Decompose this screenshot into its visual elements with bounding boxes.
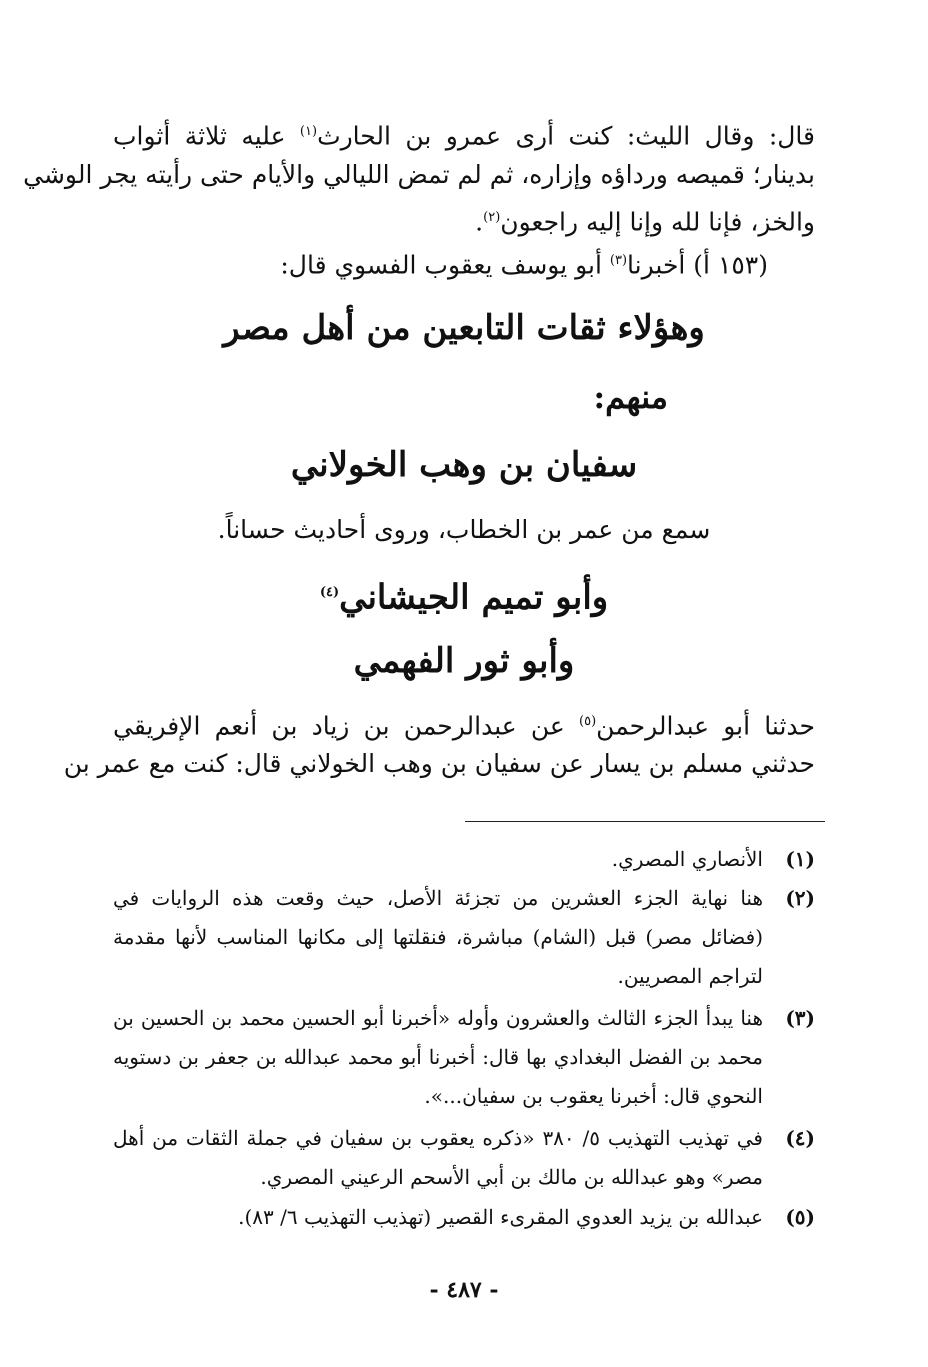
body-line-1-start: حدثنا أبو عبدالرحمن (596, 711, 815, 741)
narrator-name-3: وأبو ثور الفهمي (353, 641, 575, 681)
section-heading: وهؤلاء ثقات التابعين من أهل مصر (223, 308, 705, 348)
footnote-3-line-1: هنا يبدأ الجزء الثالث والعشرون وأوله «أخبرنا أبو الحسين محمد بن الحسين بن (113, 1006, 763, 1030)
narrator-name-1: سفيان بن وهب الخولاني (290, 445, 638, 485)
footnote-4-line-1: في تهذيب التهذيب ٥/ ٣٨٠ «ذكره يعقوب بن سفيان في جملة الثقات من أهل (113, 1126, 763, 1150)
intro-line-4-start: (١٥٣ أ) أخبرنا (627, 250, 768, 280)
footnote-number-5: (٥) (785, 1205, 815, 1229)
narrator-name-2-text: وأبو تميم الجيشاني (339, 577, 609, 618)
page-number: - ٤٨٧ - (429, 1277, 499, 1303)
intro-line-3 (475, 198, 815, 242)
footnote-3-line-2: محمد بن الفضل البغدادي بها قال: أخبرنا أبو محمد عبدالله بن جعفر بن دستويه (113, 1045, 763, 1069)
intro-line-3-end: . (475, 207, 484, 237)
footnote-5-line-1: عبدالله بن يزيد العدوي المقرىء القصير (تهذيب التهذيب ٦/ ٨٣). (238, 1205, 763, 1229)
footnote-4-line-2: مصر» وهو عبدالله بن مالك بن أبي الأسحم الرعيني المصري. (260, 1165, 763, 1189)
intro-line-4-end: أبو يوسف يعقوب الفسوي قال: (280, 250, 610, 280)
body-line-1 (113, 702, 815, 746)
narrator-name-2 (113, 568, 815, 622)
intro-line-1-end: عليه ثلاثة أثواب (113, 121, 300, 151)
intro-line-1 (113, 112, 815, 156)
footnote-2-line-2: (فضائل مصر) قبل (الشام) مباشرة، فنقلتها إلى مكانها المناسب لأنها مقدمة (113, 925, 763, 949)
footnote-ref-4: (٤) (319, 585, 340, 600)
footnote-2-line-1: هنا نهاية الجزء العشرين من تجزئة الأصل، حيث وقعت هذه الروايات في (113, 886, 763, 910)
intro-line-1-text: قال: وقال الليث: كنت أرى عمرو بن الحارث (317, 121, 815, 151)
footnote-separator (465, 821, 825, 822)
narrator-description-1: سمع من عمر بن الخطاب، وروى أحاديث حساناً. (217, 515, 711, 544)
footnote-ref-1: (١) (299, 124, 318, 139)
footnote-number-1: (١) (785, 847, 815, 871)
intro-line-2: بدينار؛ قميصه ورداؤه وإزاره، ثم لم تمض الليالي والأيام حتى رأيته يجر الوشي (23, 160, 815, 189)
footnote-number-2: (٢) (785, 886, 815, 910)
section-subheading: منهم: (593, 378, 668, 416)
footnote-3-line-3: النحوي قال: أخبرنا يعقوب بن سفيان...». (424, 1084, 763, 1108)
footnote-ref-2: (٢) (483, 210, 501, 225)
footnote-ref-5: (٥) (579, 714, 597, 729)
footnote-number-4: (٤) (785, 1126, 815, 1150)
body-line-1-end: عن عبدالرحمن بن زياد بن أنعم الإفريقي (113, 711, 580, 741)
body-line-2: حدثني مسلم بن يسار عن سفيان بن وهب الخولاني قال: كنت مع عمر بن (63, 749, 815, 778)
footnote-ref-3: (٣) (609, 253, 628, 268)
footnote-1-line-1: الأنصاري المصري. (611, 847, 763, 871)
footnote-number-3: (٣) (785, 1006, 815, 1030)
footnote-2-line-3: لتراجم المصريين. (617, 964, 763, 988)
intro-line-4 (280, 241, 768, 285)
intro-line-3-text: والخز، فإنا لله وإنا إليه راجعون (500, 207, 815, 237)
